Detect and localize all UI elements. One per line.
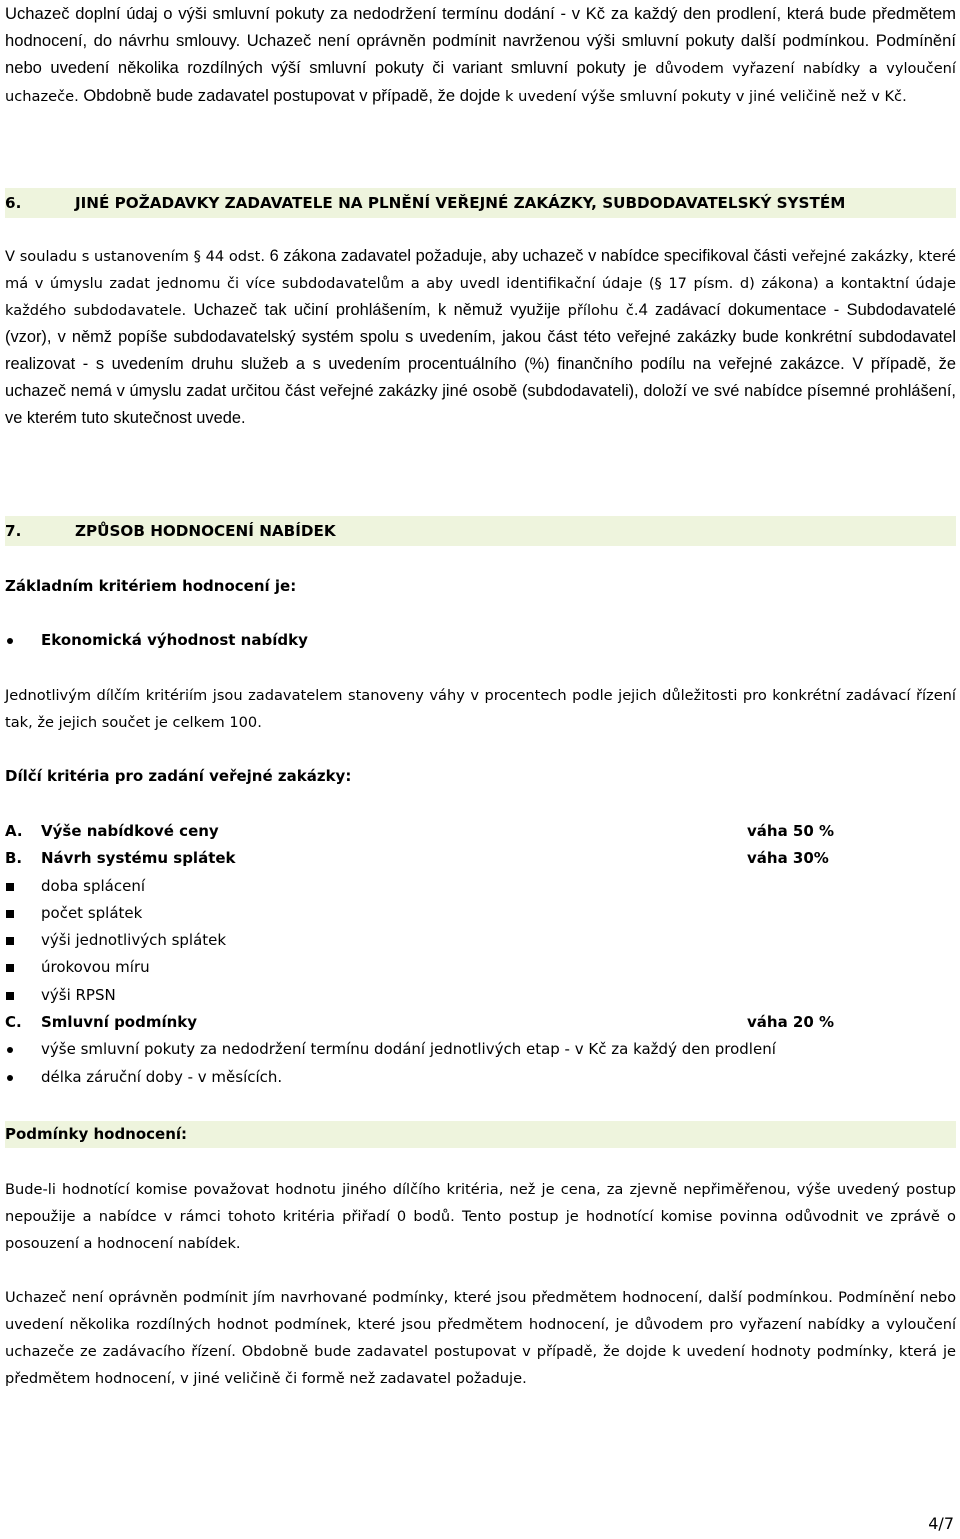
b-item-text: výši RPSN [41, 986, 116, 1004]
subcriteria-label: Dílčí kritéria pro zadání veřejné zakázky: [5, 767, 352, 785]
c-item-text: výše smluvní pokuty za nedodržení termínu dodání jednotlivých etap - v Kč za každý den prodlení [41, 1040, 776, 1058]
conditions-label: Podmínky hodnocení: [5, 1125, 188, 1143]
intro-text-4: k uvedení výše smluvní pokuty v jiné veličině než v Kč. [504, 88, 907, 105]
section-7-title: ZPŮSOB HODNOCENÍ NABÍDEK [75, 522, 336, 540]
bullet-dot-icon [7, 1047, 13, 1053]
conditions-paragraph-2: Uchazeč není oprávněn podmínit jím navrhované podmínky, které jsou předmětem hodnocení, další podmínkou. Podmínění nebo uvedení několika rozdílných hodnot podmínek, které jsou předmětem hodnocení, je důvodem pro vyřazení nabídky a vyloučení uchazeče ze zadávacího řízení. Obdobně bude zadavatel postupovat v případě, že dojde k uvedení hodnoty podmínky, která je předmětem hodnocení, v jiné veličině či formě než zadavatel požaduje. [5, 1289, 956, 1387]
section-6-text-1: V souladu s ustanovením § 44 odst. [5, 248, 266, 265]
section-6-body [5, 243, 956, 432]
b-item-text: doba splácení [41, 877, 146, 895]
square-bullet-icon [6, 937, 14, 945]
criterion-weight: váha 50 % [747, 822, 835, 840]
criterion-name: Smluvní podmínky [41, 1013, 198, 1031]
intro-paragraph [5, 0, 956, 110]
criterion-letter: A. [5, 822, 23, 840]
section-7-number: 7. [5, 522, 22, 540]
criterion-weight: váha 20 % [747, 1013, 835, 1031]
section-6-text-2: 6 zákona zadavatel požaduje, aby uchazeč v nabídce specifikoval části [265, 247, 792, 265]
basic-criterion-text: Ekonomická výhodnost nabídky [41, 631, 308, 649]
conditions-heading [5, 1121, 956, 1148]
section-6-text-3: veřejné zakázky, které má v úmyslu zadat jednomu či více subdodavatelům a aby uvedl identifikační údaje (§ 17 písm. d) zákona) a kontaktní údaje každého subdodavatele. [5, 248, 956, 319]
weights-note: Jednotlivým dílčím kritériím jsou zadavatelem stanoveny váhy v procentech podle jejich důležitosti pro konkrétní zadávací řízení tak, že jejich součet je celkem 100. [5, 687, 956, 731]
section-6-text-4: Uchazeč tak učiní prohlášením, k němuž využije [186, 301, 568, 319]
square-bullet-icon [6, 910, 14, 918]
criterion-letter: C. [5, 1013, 22, 1031]
section-6-number: 6. [5, 194, 22, 212]
intro-text-3: Obdobně bude zadavatel postupovat v případě, že dojde [78, 86, 505, 105]
criterion-weight: váha 30% [747, 849, 829, 867]
b-item-text: počet splátek [41, 904, 143, 922]
section-6-title: JINÉ POŽADAVKY ZADAVATELE NA PLNĚNÍ VEŘEJNÉ ZAKÁZKY, SUBDODAVATELSKÝ SYSTÉM [75, 194, 846, 212]
intro-text-1: Uchazeč doplní údaj o výši smluvní pokuty za nedodržení termínu dodání - v Kč za každý den prodlení, která bude předmětem hodnocení, do návrhu smlouvy. Uchazeč není oprávněn podmínit navrženou výši smluvní pokuty další podmínkou. Podmínění nebo uvedení několika rozdílných výší smluvní pokuty či variant smluvní pokuty je [5, 4, 956, 77]
section-6-text-7: V případě, že uchazeč nemá v úmyslu zadat určitou část veřejné zakázky jiné osobě (subdodavateli), doloží ve své nabídce písemné prohlášení, ve kterém tuto skutečnost uvede. [5, 355, 956, 427]
conditions-paragraph-1: Bude-li hodnotící komise považovat hodnotu jiného dílčího kritéria, než je cena, za zjevně nepřiměřenou, výše uvedený postup nepoužije a nabídce v rámci tohoto kritéria přiřadí 0 bodů. Tento postup je hodnotící komise povinna odůvodnit ve zprávě o posouzení a hodnocení nabídek. [5, 1181, 956, 1252]
c-item-text: délka záruční doby - v měsících. [41, 1068, 283, 1086]
section-6-text-5: přílohu č. [567, 302, 639, 319]
section-7-heading [5, 516, 956, 546]
criterion-letter: B. [5, 849, 23, 867]
square-bullet-icon [6, 964, 14, 972]
criterion-name: Výše nabídkové ceny [41, 822, 219, 840]
b-item-text: úrokovou míru [41, 958, 150, 976]
section-6-heading [5, 188, 956, 218]
criterion-name: Návrh systému splátek [41, 849, 236, 867]
basic-criterion-label: Základním kritériem hodnocení je: [5, 577, 297, 595]
square-bullet-icon [6, 883, 14, 891]
b-item-text: výši jednotlivých splátek [41, 931, 227, 949]
intro-text-2: důvodem vyřazení nabídky a vyloučení uchazeče. [5, 60, 956, 105]
bullet-dot-icon [7, 638, 13, 644]
section-6-text-6: 4 zadávací dokumentace - Subdodavatelé (vzor), v němž popíše subdodavatelský systém spolu s uvedením, jakou část této veřejné zakázky bude konkrétní subdodavatel realizovat - s uvedením druhu služeb a s uvedením procentuálního (%) finančního podílu na veřejné zakázce. [5, 301, 956, 373]
square-bullet-icon [6, 992, 14, 1000]
bullet-dot-icon [7, 1075, 13, 1081]
page-number: 4/7 [928, 1514, 954, 1533]
